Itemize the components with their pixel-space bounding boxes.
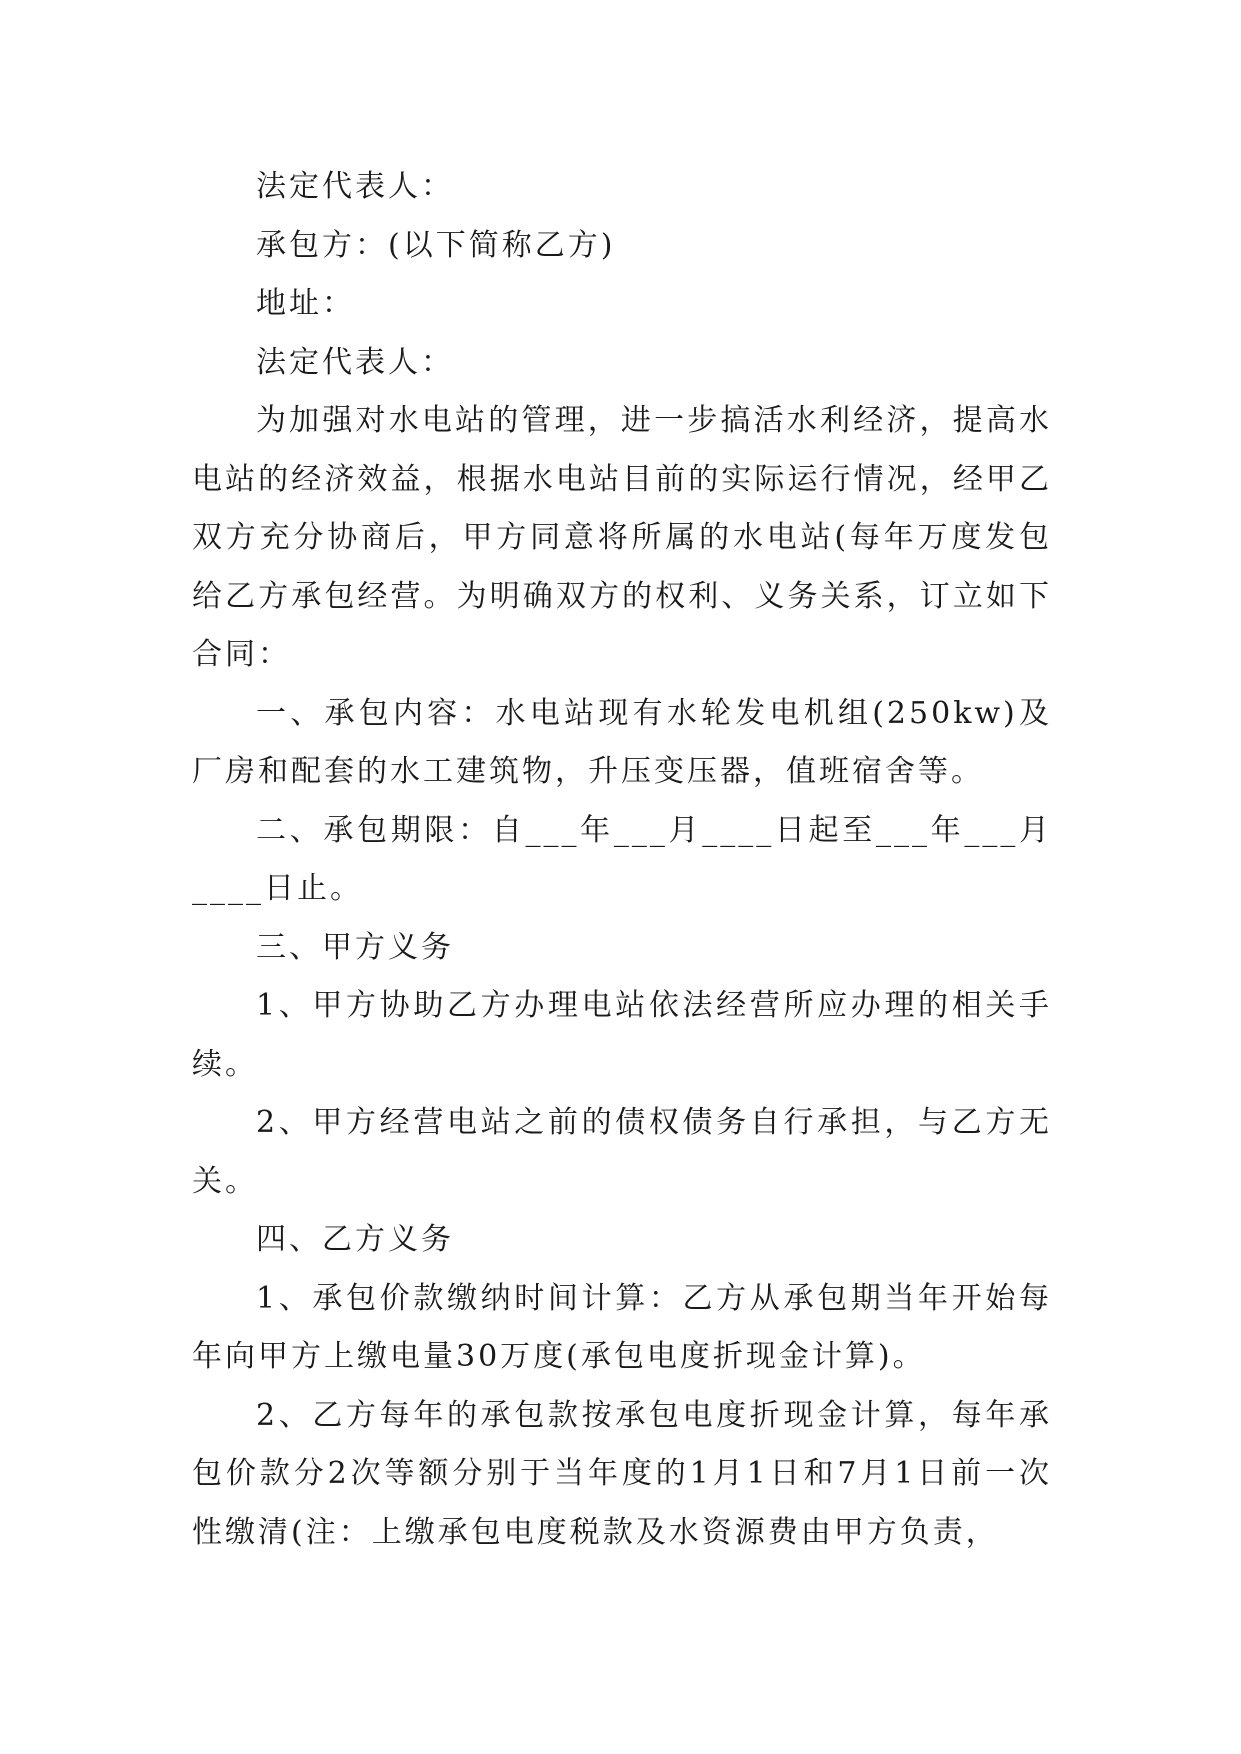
legal-representative-line-2: 法定代表人： [256,344,454,380]
section-heading-party-a-obligations: 三、甲方义务 [256,929,454,965]
party-a-obligation-1: 1、甲方协助乙方办理电站依法经营所应办理的相关手续。 [192,988,1052,1082]
address-line: 地址： [256,286,355,321]
contractor-line: 承包方：(以下简称乙方) [256,227,616,263]
party-b-obligation-2: 2、乙方每年的承包款按承包电度折现金计算，每年承包价款分2次等额分别于当年度的1月1日和7月1日前一次性缴清(注：上缴承包电度税款及水资源费由甲方负责， [192,1397,1052,1550]
preamble-paragraph: 为加强对水电站的管理，进一步搞活水利经济，提高水电站的经济效益，根据水电站目前的实际运行情况，经甲乙双方充分协商后，甲方同意将所属的水电站(每年万度发包给乙方承包经营。为明确双方的权利、义务关系，订立如下合同： [192,403,1052,672]
section-heading-party-b-obligations: 四、乙方义务 [256,1222,454,1257]
party-b-obligation-1: 1、承包价款缴纳时间计算：乙方从承包期当年开始每年向甲方上缴电量30万度(承包电度折现金计算)。 [192,1280,1052,1374]
legal-representative-line-1: 法定代表人： [256,169,454,204]
party-a-obligation-2: 2、甲方经营电站之前的债权债务自行承担，与乙方无关。 [192,1105,1052,1199]
contract-body [192,158,1052,1562]
clause-2-term: 二、承包期限：自___年___月____日起至___年___月____日止。 [192,812,1052,906]
clause-1-scope: 一、承包内容：水电站现有水轮发电机组(250kw)及厂房和配套的水工建筑物，升压变压器，值班宿舍等。 [192,695,1052,789]
